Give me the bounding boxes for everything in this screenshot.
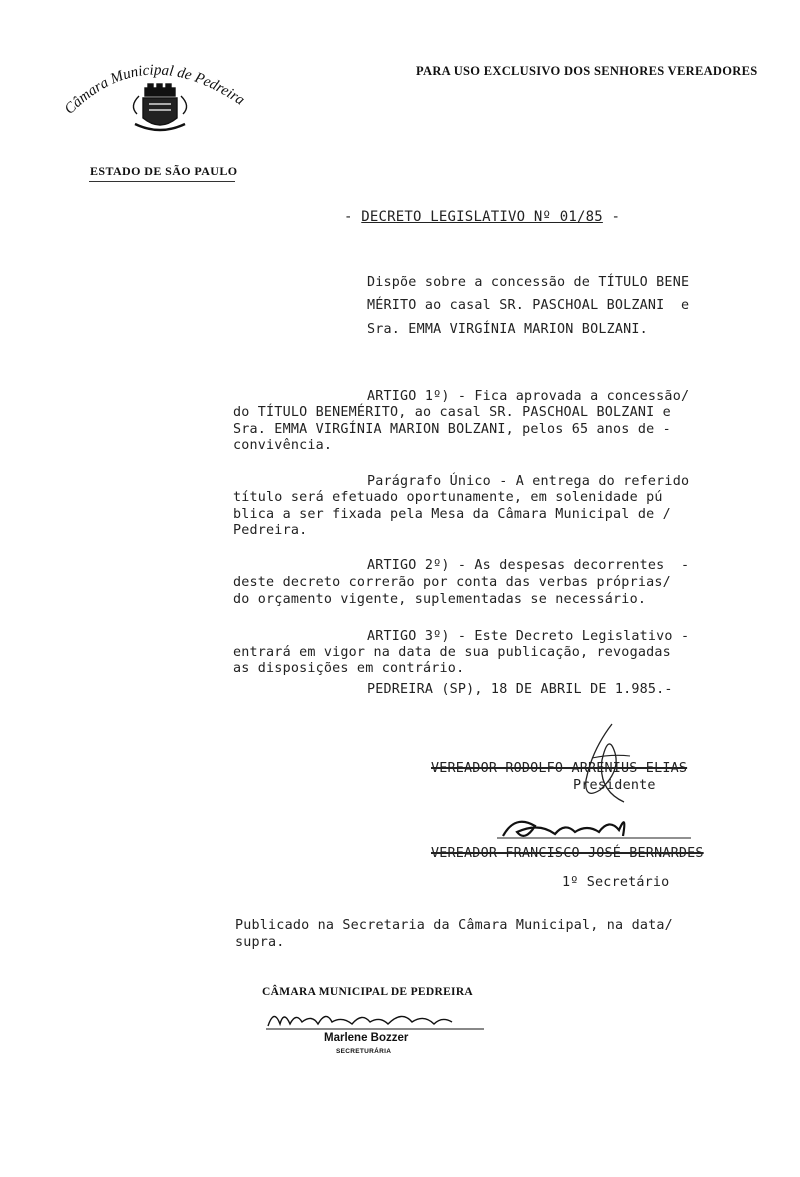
article1-line-4: convivência.: [233, 438, 333, 453]
article3-line-1: ARTIGO 3º) - Este Decreto Legislativo -: [367, 629, 690, 644]
footer-signatory-name: Marlene Bozzer: [324, 1032, 409, 1044]
article1-line-3: Sra. EMMA VIRGÍNIA MARION BOLZANI, pelos 65 anos de -: [233, 422, 671, 437]
paragraph-line-4: Pedreira.: [233, 523, 308, 538]
summary-line-3: Sra. EMMA VIRGÍNIA MARION BOLZANI.: [367, 322, 648, 337]
publication-line-1: Publicado na Secretaria da Câmara Municipal, na data/: [235, 918, 673, 933]
place-date: PEDREIRA (SP), 18 DE ABRIL DE 1.985.-: [367, 682, 673, 697]
paragraph-line-2: título será efetuado oportunamente, em solenidade pú: [233, 490, 663, 505]
publication-line-2: supra.: [235, 935, 285, 950]
footer-signature-icon: [262, 1004, 487, 1034]
article3-line-2: entrará em vigor na data de sua publicação, revogadas: [233, 645, 671, 660]
seal-arc-text: Câmara Municipal de Pedreira: [61, 62, 248, 118]
article1-line-2: do TÍTULO BENEMÉRITO, ao casal SR. PASCHOAL BOLZANI e: [233, 405, 671, 420]
article1-line-1: ARTIGO 1º) - Fica aprovada a concessão/: [367, 389, 690, 404]
article2-line-1: ARTIGO 2º) - As despesas decorrentes -: [367, 558, 690, 573]
footer-signatory-role: SECRETURÁRIA: [336, 1048, 392, 1055]
article3-line-3: as disposições em contrário.: [233, 661, 465, 676]
article2-line-3: do orçamento vigente, suplementadas se necessário.: [233, 592, 647, 607]
restricted-notice: PARA USO EXCLUSIVO DOS SENHORES VEREADORES: [416, 64, 758, 78]
president-role: Presidente: [573, 778, 656, 793]
summary-line-1: Dispõe sobre a concessão de TÍTULO BENE: [367, 275, 690, 290]
decree-title: - DECRETO LEGISLATIVO Nº 01/85 -: [344, 209, 621, 225]
coat-of-arms-icon: [133, 84, 186, 130]
summary-line-2: MÉRITO ao casal SR. PASCHOAL BOLZANI e: [367, 298, 690, 313]
paragraph-line-1: Parágrafo Único - A entrega do referido: [367, 474, 690, 489]
paragraph-line-3: blica a ser fixada pela Mesa da Câmara Municipal de /: [233, 507, 671, 522]
footer-org-stamp: CÂMARA MUNICIPAL DE PEDREIRA: [262, 986, 474, 998]
municipal-seal: [55, 40, 275, 170]
state-underline: [89, 181, 235, 182]
president-name: VEREADOR RODOLFO ARRENIUS ELIAS: [431, 761, 688, 776]
secretary-role: 1º Secretário: [562, 875, 670, 890]
secretary-name: VEREADOR FRANCISCO JOSÉ BERNARDES: [431, 846, 704, 861]
state-label: ESTADO DE SÃO PAULO: [90, 164, 238, 178]
article2-line-2: deste decreto correrão por conta das verbas próprias/: [233, 575, 671, 590]
